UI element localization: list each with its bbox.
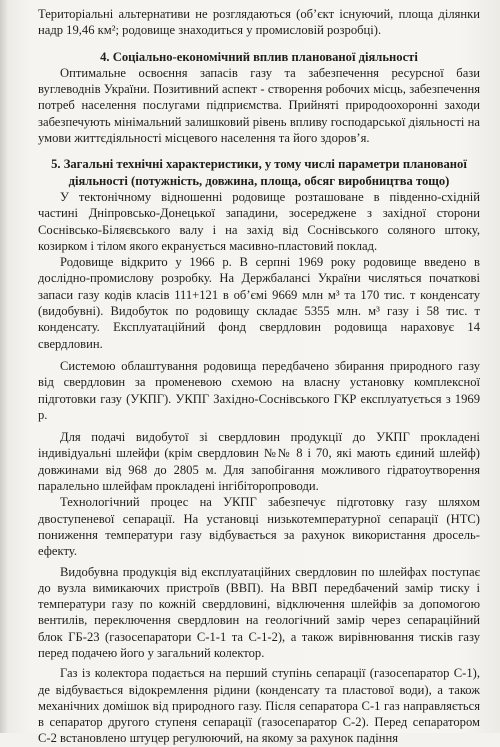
section-4-heading: 4. Соціально-економічний вплив планованої діяльності [100, 49, 418, 64]
section-5-paragraph-tectonic: У тектонічному відношенні родовище розташоване в південно-східній частині Дніпровсько-Донецької западини, зосереджене з західної сторони Соснівсько-Біляєвського валу і на захід від Соснівського соляного штоку, козирком і тілом якого екранується масивно-пластовий поклад. [38, 189, 480, 253]
section-5-heading: 5. Загальні технічні характеристики, у тому числі параметри планованої діяльності (потужність, довжина, площа, обсяг виробництва тощо) [51, 157, 467, 188]
section-4-text: Оптимальне освоєння запасів газу та забезпечення ресурсної бази вуглеводнів України. Позитивний аспект - створення робочих місць, забезпечення потреб населення послугами підприємства. Прийняті природоохоронні заходи забезпечують мінімальний залишковий рівень впливу господарської діяльності на умови життєдіяльності місцевого населення та його здоров’я. [38, 65, 480, 146]
section-5-paragraph-discovery: Родовище відкрито у 1966 р. В серпні 1969 року родовище введено в дослідно-промислову розробку. На Держбалансі України числяться початкові запаси газу кодів класів 111+121 в об’ємі 9669 млн м³ та 170 тис. т конденсату (видобувні). Видобуток по родовищу складає 5355 млн. м³ газу і 58 тис. т конденсату. Експлуатаційний фонд свердловин родовища нараховує 14 свердловин. [38, 255, 480, 351]
paragraph-territorial-alternatives: Територіальні альтернативи не розглядаються (об’єкт існуючий, площа ділянки надр 19,46 км²; родовище знаходиться у промисловій розробці). [38, 7, 480, 38]
section-5-paragraph-collector: Газ із колектора подається на перший ступінь сепарації (газосепаратор С-1), де відбувається відокремлення рідини (конденсату та пластової води), а також механічних домішок від природного газу. Після сепаратора С-1 газ направляється в сепаратор другого ступеня сепарації (газосепаратор С-2). Перед сепаратором С-2 встановлено штуцер регулюючий, на якому за рахунок падіння [38, 666, 480, 746]
section-5-paragraph-flowlines: Для подачі видобутої зі свердловин продукції до УКПГ прокладені індивідуальні шлейфи (крім свердловин №№ 8 і 70, які мають єдиний шлейф) довжинами від 968 до 2805 м. Для запобігання можливого гідратоутворення паралельно шлейфам прокладені інгібіторопроводи. [38, 430, 480, 494]
section-5-paragraph-gathering: Системою облаштування родовища передбачено збирання природного газу від свердловин за променевою схемою на власну установку комплексної підготовки газу (УКПГ). УКПГ Західно-Соснівського ГКР експлуатується з 1969 р. [38, 358, 480, 422]
section-5-paragraph-separation: Технологічний процес на УКПГ забезпечує підготовку газу шляхом двоступеневої сепарації. На установці низькотемпературної сепарації (НТС) пониження температури газу відбувається за рахунок використання дросель-ефекту. [38, 495, 480, 559]
section-5-paragraph-production: Видобувна продукція від експлуатаційних свердловин по шлейфах поступає до вузла вимикаючих пристроїв (ВВП). На ВВП передбачений замір тиску і температури газу по кожній свердловині, відключення шлейфів за допомогою вентилів, переключення свердловин на геологічний замір через сепараційний блок ГБ-23 (газосепаратори С-1-1 та С-1-2), а також вирівнювання тисків газу перед подачею його у загальний колектор. [38, 564, 480, 660]
